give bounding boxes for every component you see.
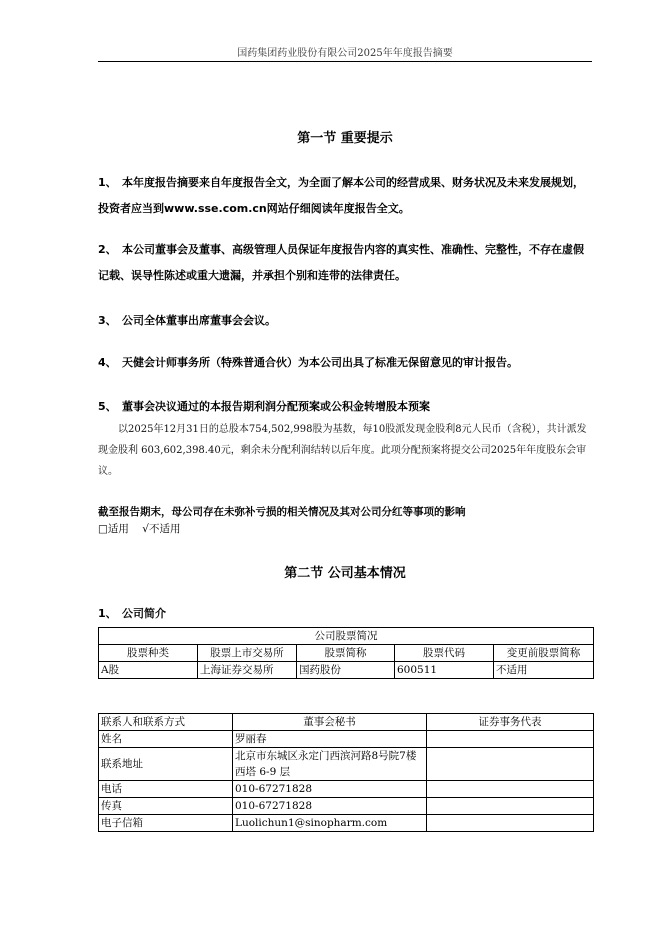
stock-header-exchange: 股票上市交易所 [198, 645, 297, 662]
subsection-company-profile [98, 601, 592, 627]
contact-table [98, 713, 594, 832]
contact-rep-address [427, 748, 594, 781]
stock-header-code: 股票代码 [395, 645, 494, 662]
section2-title: 第二节 公司基本情况 [284, 566, 406, 581]
contact-secretary-phone: 010-67271828 [233, 781, 427, 798]
contact-label-address: 联系地址 [99, 748, 233, 781]
notice-item-5-text: 董事会决议通过的本报告期利润分配预案或公积金转增股本预案 [122, 400, 430, 413]
notice-item-2-num: 2、 [98, 243, 117, 256]
contact-rep-name [427, 731, 594, 748]
contact-row-email [99, 815, 594, 832]
notice-item-3-text: 公司全体董事出席董事会会议。 [122, 314, 276, 327]
section1-title: 第一节 重要提示 [297, 131, 393, 146]
notice-item-2-text: 本公司董事会及董事、高级管理人员保证年度报告内容的真实性、准确性、完整性，不存在虚假记载、误导性陈述或重大遗漏，并承担个别和连带的法律责任。 [98, 243, 584, 282]
contact-row-fax [99, 798, 594, 815]
stock-header-former-name: 变更前股票简称 [494, 645, 594, 662]
subsection-text: 公司简介 [122, 607, 166, 620]
loss-question: 截至报告期末，母公司存在未弥补亏损的相关情况及其对公司分红等事项的影响 [98, 506, 466, 518]
contact-label-phone: 电话 [99, 781, 233, 798]
stock-info-table [98, 627, 594, 679]
contact-row-name [99, 731, 594, 748]
stock-table-caption: 公司股票简况 [99, 628, 594, 645]
stock-cell-former-name: 不适用 [494, 662, 594, 679]
notice-item-1-text: 本年度报告摘要来自年度报告全文，为全面了解本公司的经营成果、财务状况及未来发展规划，投资者应当到www.sse.com.cn网站仔细阅读年度报告全文。 [98, 176, 584, 215]
stock-cell-exchange: 上海证券交易所 [198, 662, 297, 679]
notice-item-1-num: 1、 [98, 176, 117, 189]
notice-item-3-num: 3、 [98, 314, 117, 327]
option-not-applicable: √不适用 [142, 523, 181, 535]
stock-table-header-row [99, 645, 594, 662]
notice-item-5-num: 5、 [98, 400, 117, 413]
contact-label-email: 电子信箱 [99, 815, 233, 832]
applicability-options [98, 521, 592, 536]
dividend-text: 以2025年12月31日的总股本754,502,998股为基数，每10股派发现金股利8元人民币（含税），共计派发现金股利 603,602,398.40元，剩余未分配利润结转以后年度。此项分配预案将提交公司2025年年度股东会审议。 [98, 424, 587, 477]
contact-secretary-email: Luolichun1@sinopharm.com [233, 815, 427, 832]
notice-item-4-num: 4、 [98, 356, 117, 369]
contact-rep-fax [427, 798, 594, 815]
contact-label-fax: 传真 [99, 798, 233, 815]
running-header: 国药集团药业股份有限公司2025年年度报告摘要 [237, 48, 453, 59]
stock-table-row [99, 662, 594, 679]
notice-item-4 [98, 350, 592, 376]
contact-header-label: 联系人和联系方式 [99, 714, 233, 731]
notice-item-4-text: 天健会计师事务所（特殊普通合伙）为本公司出具了标准无保留意见的审计报告。 [122, 356, 518, 369]
stock-cell-short-name: 国药股份 [297, 662, 395, 679]
contact-row-address [99, 748, 594, 781]
contact-secretary-name: 罗丽春 [233, 731, 427, 748]
contact-header-rep: 证券事务代表 [427, 714, 594, 731]
notice-item-1 [98, 170, 592, 222]
notice-item-3 [98, 308, 592, 334]
stock-header-short-name: 股票简称 [297, 645, 395, 662]
stock-cell-type: A股 [99, 662, 198, 679]
contact-rep-email [427, 815, 594, 832]
stock-cell-code: 600511 [395, 662, 494, 679]
contact-row-phone [99, 781, 594, 798]
contact-secretary-fax: 010-67271828 [233, 798, 427, 815]
contact-label-name: 姓名 [99, 731, 233, 748]
contact-header-row [99, 714, 594, 731]
notice-item-5 [98, 394, 592, 420]
contact-header-secretary: 董事会秘书 [233, 714, 427, 731]
header-rule [98, 61, 592, 62]
contact-rep-phone [427, 781, 594, 798]
stock-header-type: 股票种类 [99, 645, 198, 662]
option-applicable: □适用 [98, 523, 129, 535]
dividend-paragraph [98, 419, 592, 482]
contact-secretary-address: 北京市东城区永定门西滨河路8号院7楼西塔 6-9 层 [233, 748, 427, 781]
notice-item-2 [98, 237, 592, 289]
stock-table-caption-row [99, 628, 594, 645]
subsection-num: 1、 [98, 607, 117, 620]
